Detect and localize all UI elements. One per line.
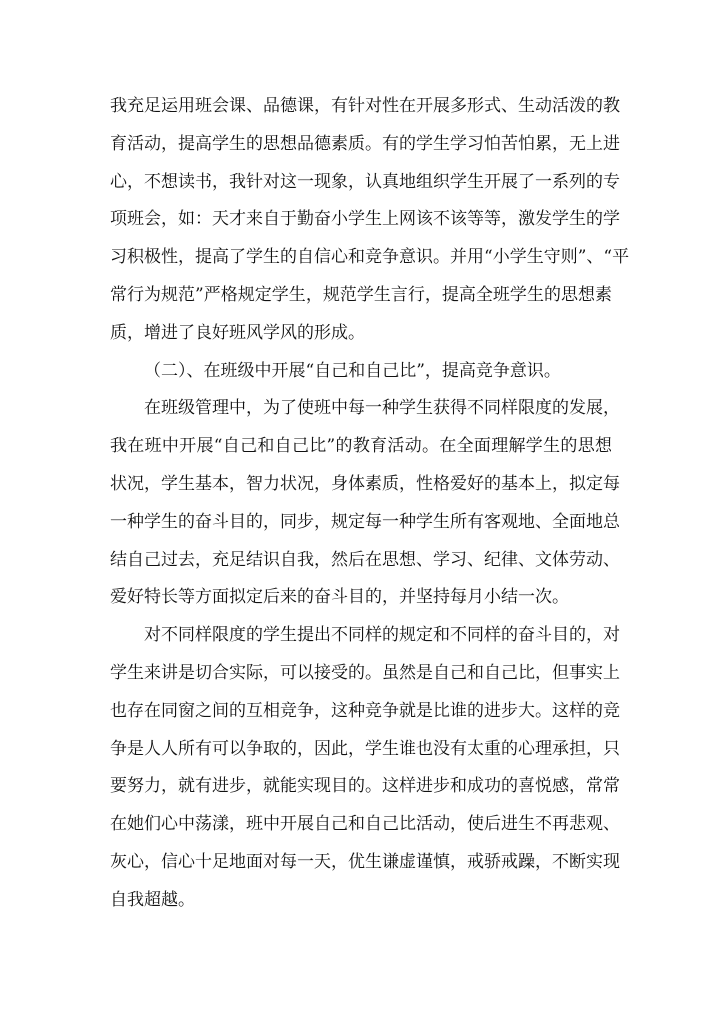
text-line: 习积极性，提高了学生的自信心和竞争意识。并用“小学生守则”、“平 — [110, 247, 630, 268]
text-line: 对不同样限度的学生提出不同样的规定和不同样的奋斗目的，对 — [144, 625, 620, 646]
text-line: 质，增进了良好班风学风的形成。 — [110, 322, 365, 343]
text-line: 常行为规范”严格规定学生，规范学生言行，提高全班学生的思想素 — [110, 284, 612, 305]
text-line: 我在班中开展“自己和自己比”的教育活动。在全面理解学生的思想 — [110, 436, 612, 457]
text-line: 在她们心中荡漾，班中开展自己和自己比活动，使后进生不再悲观、 — [110, 814, 620, 835]
text-line: 育活动，提高学生的思想品德素质。有的学生学习怕苦怕累，无上进 — [110, 133, 620, 154]
text-line: 学生来讲是切合实际，可以接受的。虽然是自己和自己比，但事实上 — [110, 662, 620, 683]
text-line: （二）、在班级中开展“自己和自己比”，提高竞争意识。 — [144, 360, 561, 381]
body-text — [110, 88, 630, 920]
text-line: 灰心，信心十足地面对每一天，优生谦虚谨慎，戒骄戒躁，不断实现 — [110, 851, 620, 872]
paragraph-p2 — [110, 353, 612, 391]
paragraph-p3 — [110, 390, 620, 617]
text-line: 心，不想读书，我针对这一现象，认真地组织学生开展了一系列的专 — [110, 171, 620, 192]
paragraph-p4 — [110, 617, 620, 919]
text-line: 要努力，就有进步，就能实现目的。这样进步和成功的喜悦感，常常 — [110, 776, 620, 797]
paragraph-p1 — [110, 88, 630, 353]
text-line: 我充足运用班会课、品德课，有针对性在开展多形式、生动活泼的教 — [110, 96, 620, 116]
text-line: 爱好特长等方面拟定后来的奋斗目的，并坚持每月小结一次。 — [110, 587, 569, 608]
text-line: 自我超越。 — [110, 889, 195, 910]
text-line: 也存在同窗之间的互相竞争，这种竞争就是比谁的进步大。这样的竞 — [110, 700, 620, 721]
text-line: 一种学生的奋斗目的，同步，规定每一种学生所有客观地、全面地总 — [110, 511, 620, 532]
text-line: 状况，学生基本，智力状况，身体素质，性格爱好的基本上，拟定每 — [110, 473, 620, 494]
text-line: 结自己过去，充足结识自我，然后在思想、学习、纪律、文体劳动、 — [110, 549, 620, 570]
text-line: 项班会，如：天才来自于勤奋小学生上网该不该等等，激发学生的学 — [110, 209, 620, 230]
text-line: 争是人人所有可以争取的，因此，学生谁也没有太重的心理承担，只 — [110, 738, 620, 759]
text-line: 在班级管理中，为了使班中每一种学生获得不同样限度的发展， — [144, 398, 620, 419]
